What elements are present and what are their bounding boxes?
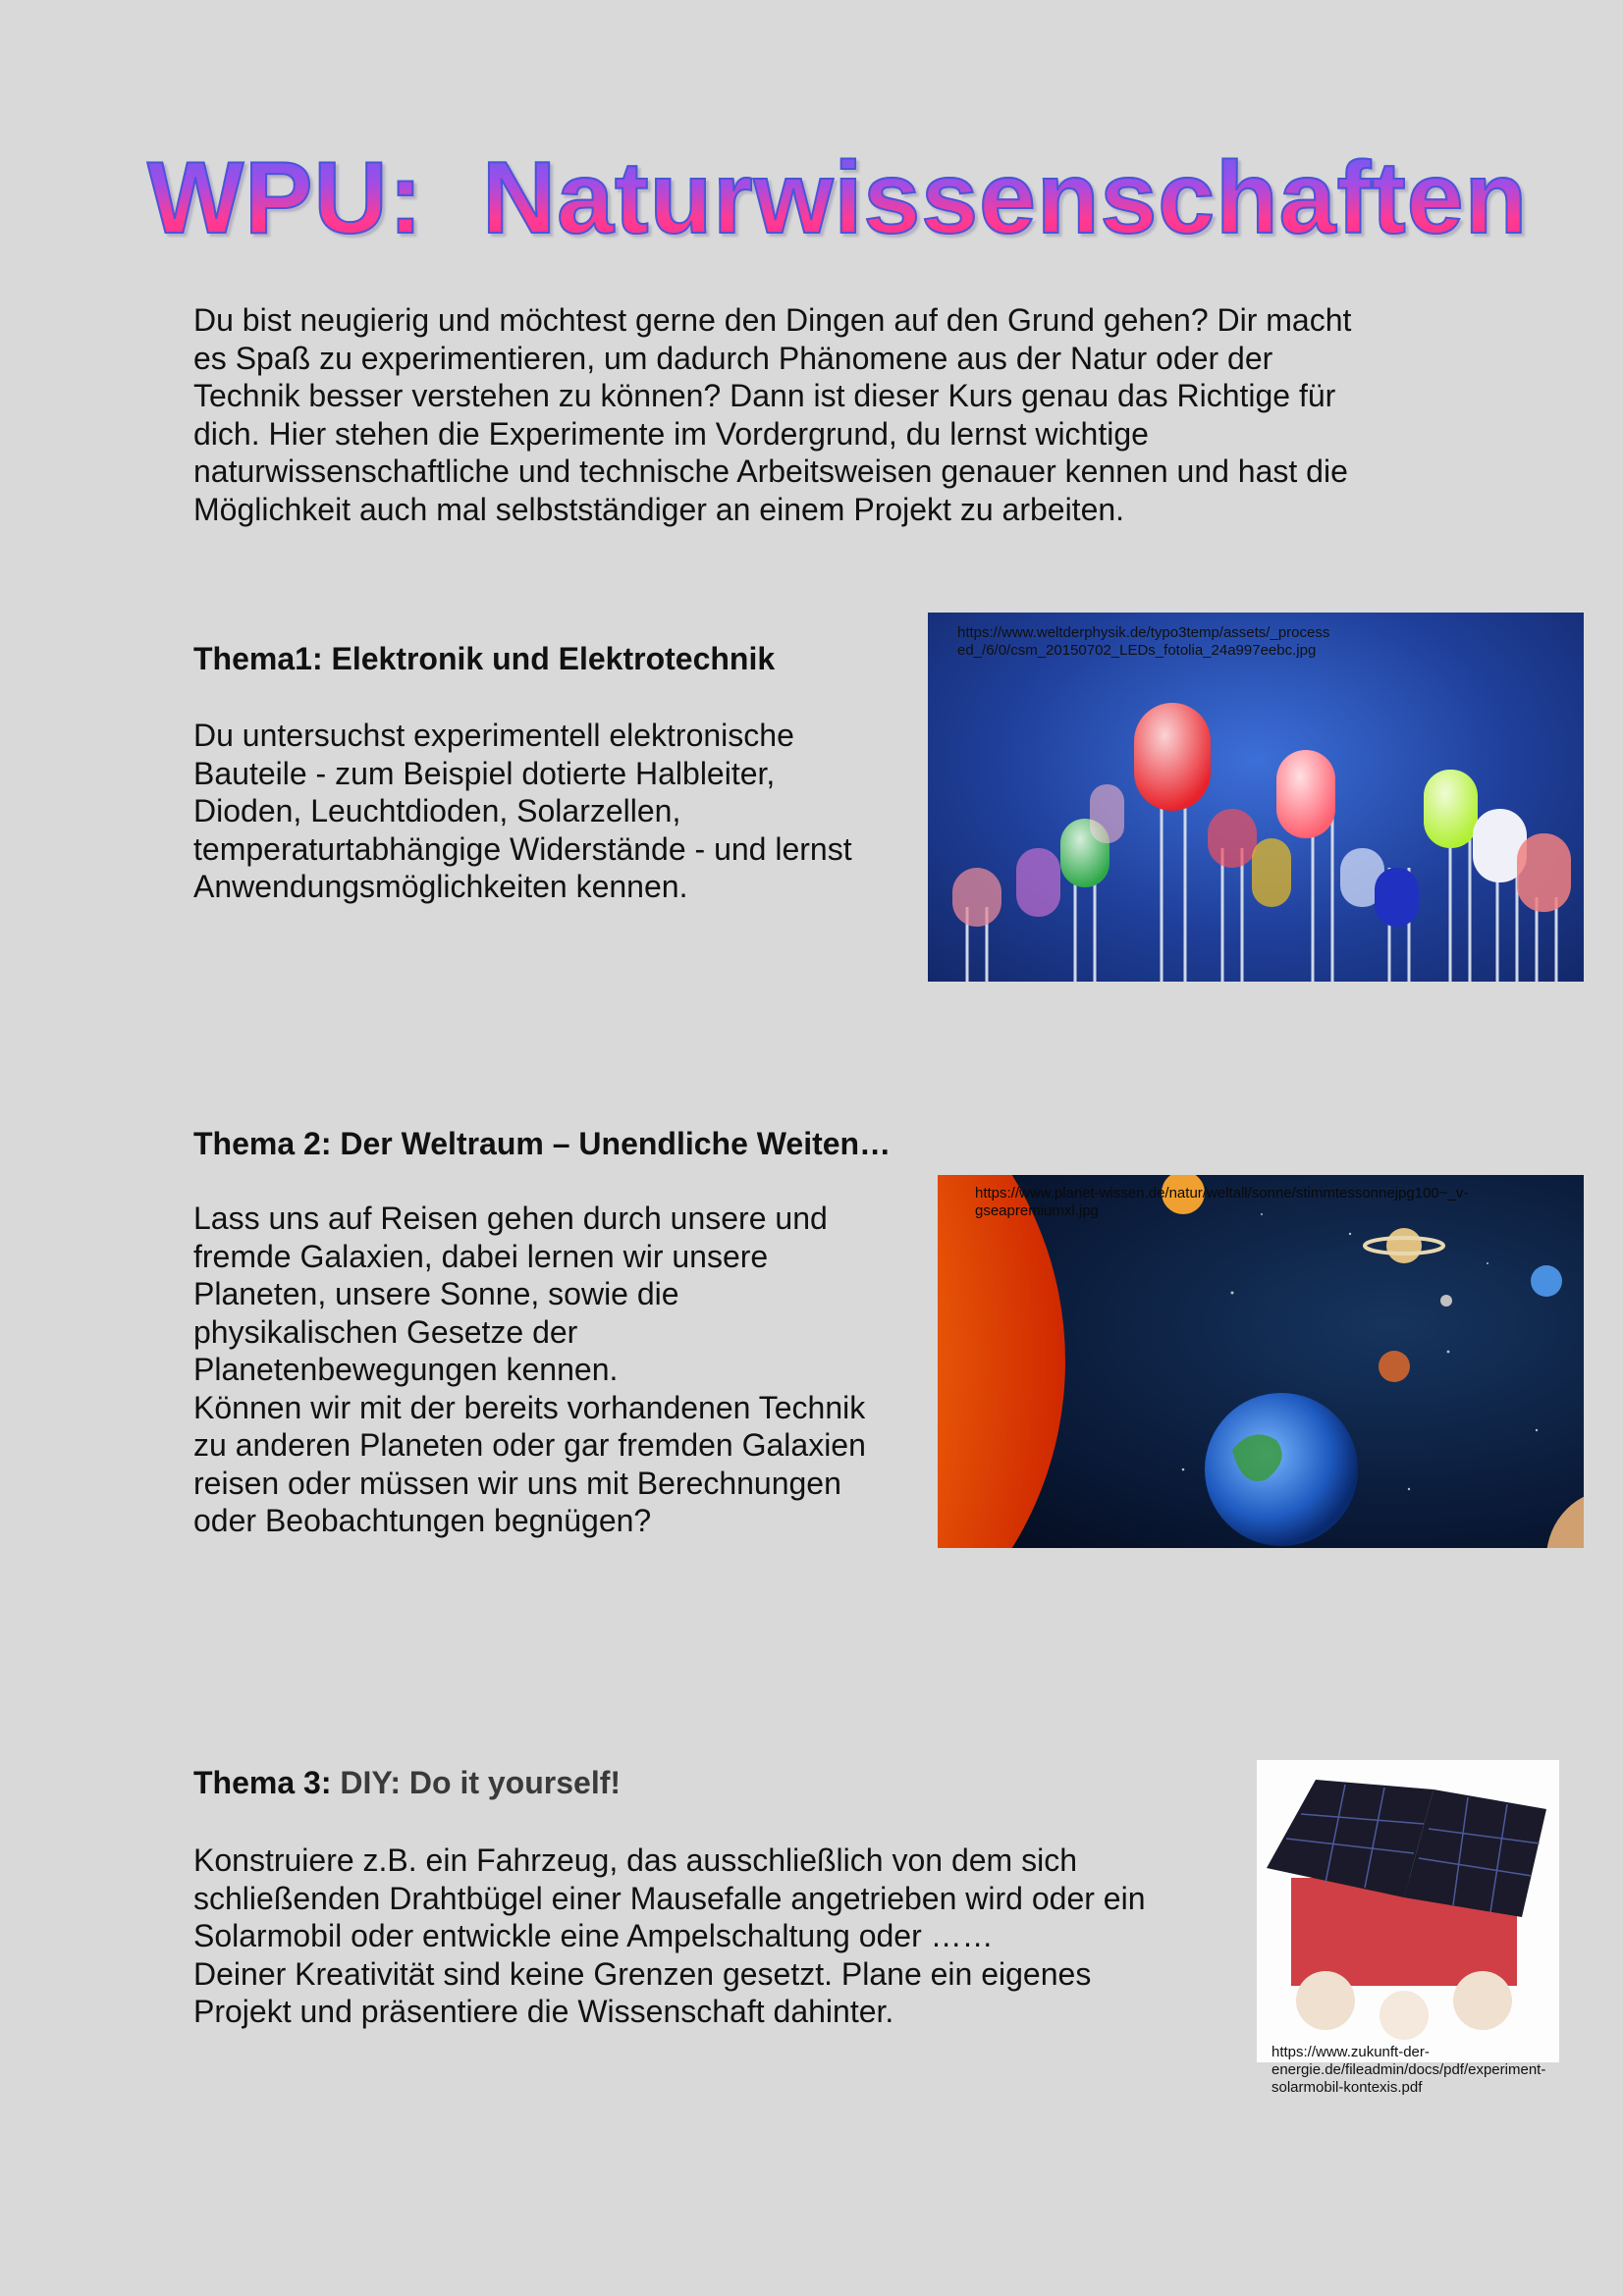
solar-image-credit: https://www.zukunft-der- energie.de/fileadmin/docs/pdf/experiment- solarmobil-kontexis.pdf bbox=[1271, 2044, 1546, 2096]
solar-car-image bbox=[1257, 1760, 1559, 2062]
space-image-credit: https://www.planet-wissen.de/natur/weltall/sonne/stimmtessonnejpg100~_v- gseapremiumxl.jpg bbox=[975, 1185, 1469, 1219]
led-image-credit: https://www.weltderphysik.de/typo3temp/assets/_process ed_/6/0/csm_20150702_LEDs_fotolia_24a997eebc.jpg bbox=[957, 624, 1330, 659]
space-image bbox=[938, 1175, 1584, 1548]
topic-2-heading: Thema 2: Der Weltraum – Unendliche Weiten… bbox=[193, 1126, 892, 1161]
led-image bbox=[928, 613, 1584, 982]
space-illustration bbox=[938, 1175, 1584, 1548]
topic-1-body: Du untersuchst experimentell elektronische Bauteile - zum Beispiel dotierte Halbleiter, Dioden, Leuchtdioden, Solarzellen, temperaturtabhängige Widerstände - und lernst Anwendungsmöglichkeiten kennen. bbox=[193, 718, 852, 904]
intro-text: Du bist neugierig und möchtest gerne den Dingen auf den Grund gehen? Dir macht es Spaß zu experimentieren, um dadurch Phänomene aus der Natur oder der Technik besser verstehen zu können? Dann ist dieser Kurs genau das Richtige für dich. Hier stehen die Experimente im Vordergrund, du lernst wichtige naturwissenschaftliche und technische Arbeitsweisen genauer kennen und hast die Möglichkeit auch mal selbstständiger an einem Projekt zu arbeiten. bbox=[193, 302, 1352, 527]
page-title: WPU: Naturwissenschaften bbox=[147, 147, 1542, 249]
topic-3-heading-diy: DIY: Do it yourself! bbox=[340, 1765, 622, 1800]
topic-3-heading-prefix: Thema 3: bbox=[193, 1765, 341, 1800]
topic-2-body: Lass uns auf Reisen gehen durch unsere und fremde Galaxien, dabei lernen wir unsere Planeten, unsere Sonne, sowie die physikalischen Gesetze der Planetenbewegungen kennen. Können wir mit der bereits vorhandenen Technik zu anderen Planeten oder gar fremden Galaxien reisen oder müssen wir uns mit Berechnungen oder Beobachtungen begnügen? bbox=[193, 1201, 866, 1538]
topic-3-body: Konstruiere z.B. ein Fahrzeug, das ausschließlich von dem sich schließenden Drahtbügel einer Mausefalle angetrieben wird oder ein Solarmobil oder entwickle eine Ampelschaltung oder …… Deiner Kreativität sind keine Grenzen gesetzt. Plane ein eigenes Projekt und präsentiere die Wissenschaft dahinter. bbox=[193, 1842, 1146, 2029]
solar-car-illustration bbox=[1257, 1760, 1559, 2062]
led-illustration bbox=[928, 613, 1584, 982]
topic-1-heading: Thema1: Elektronik und Elektrotechnik bbox=[193, 641, 776, 676]
topic-3-heading bbox=[193, 1765, 621, 1801]
